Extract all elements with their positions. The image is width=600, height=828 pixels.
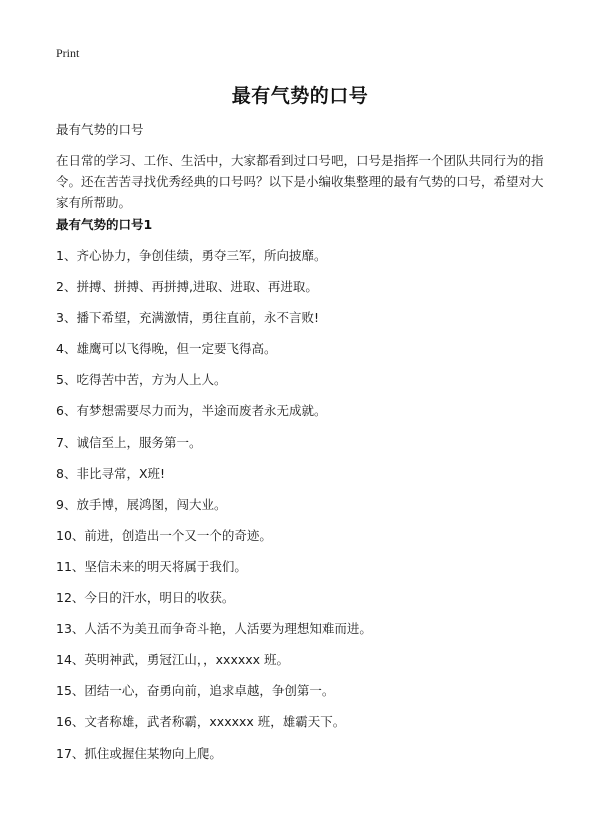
slogan-item: 3、播下希望，充满激情，勇往直前，永不言败! <box>56 310 319 326</box>
slogan-item: 1、齐心协力，争创佳绩，勇夺三军，所向披靡。 <box>56 248 327 263</box>
document-subtitle: 最有气势的口号 <box>56 122 144 137</box>
slogan-item: 13、人活不为美丑而争奇斗艳，人活要为理想知难而进。 <box>56 621 372 637</box>
slogan-item: 15、团结一心，奋勇向前，追求卓越，争创第一。 <box>56 683 335 699</box>
slogan-item: 16、文者称雄，武者称霸，xxxxxx 班，雄霸天下。 <box>56 714 346 730</box>
slogan-item: 11、坚信未来的明天将属于我们。 <box>56 558 247 574</box>
slogan-item: 6、有梦想需要尽力而为，半途而废者永无成就。 <box>56 403 327 419</box>
section-heading: 最有气势的口号1 <box>56 217 153 232</box>
slogan-item: 10、前进，创造出一个又一个的奇迹。 <box>56 527 272 543</box>
slogan-item: 17、抓住或握住某物向上爬。 <box>56 745 222 761</box>
slogan-item: 14、英明神武，勇冠江山，，xxxxxx 班。 <box>56 652 290 668</box>
slogan-item: 9、放手博，展鸿图，闯大业。 <box>56 496 227 512</box>
slogan-item: 12、今日的汗水，明日的收获。 <box>56 590 235 606</box>
slogan-list <box>56 246 556 775</box>
document-title: 最有气势的口号 <box>231 85 369 107</box>
print-link[interactable]: Print <box>56 46 80 60</box>
intro-paragraph: 在日常的学习、工作、生活中，大家都看到过口号吧，口号是指挥一个团队共同行为的指令。还在苦苦寻找优秀经典的口号吗？以下是小编收集整理的最有气势的口号，希望对大家有所帮助。 <box>56 153 544 210</box>
slogan-item: 8、非比寻常，X班! <box>56 465 166 481</box>
slogan-item: 5、吃得苦中苦，方为人上人。 <box>56 372 227 388</box>
slogan-item: 7、诚信至上，服务第一。 <box>56 434 202 450</box>
slogan-item: 4、雄鹰可以飞得晚，但一定要飞得高。 <box>56 341 277 357</box>
slogan-item: 2、拼搏、拼搏、再拼搏,进取、进取、再进取。 <box>56 279 318 295</box>
